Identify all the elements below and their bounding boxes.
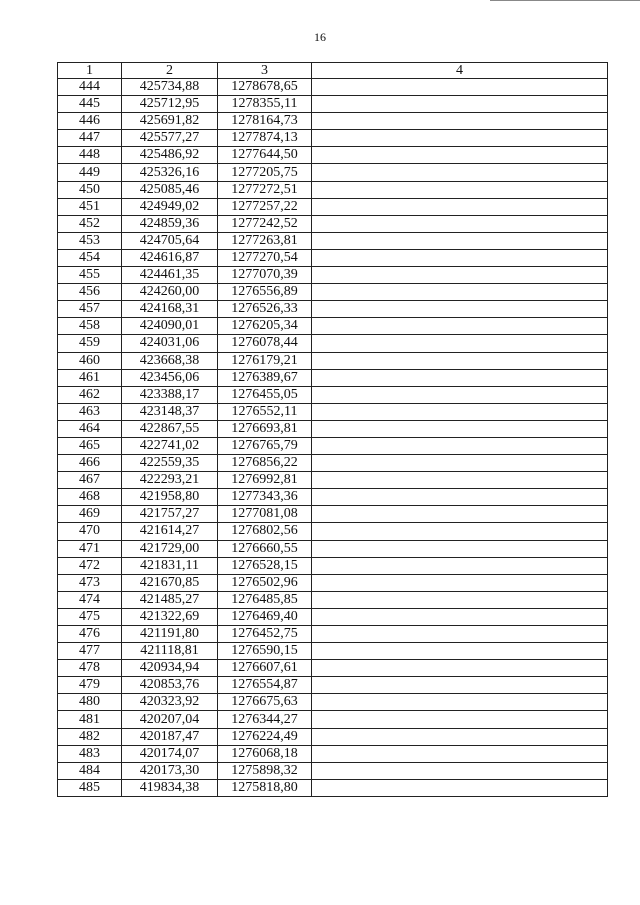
table-row	[58, 113, 608, 130]
x-coordinate-cell: 425691,82	[122, 113, 218, 130]
notes-cell	[312, 113, 608, 130]
point-number-cell: 485	[58, 779, 122, 796]
point-number-cell: 458	[58, 318, 122, 335]
table-row	[58, 352, 608, 369]
point-number-cell: 451	[58, 198, 122, 215]
y-coordinate-cell: 1276389,67	[218, 369, 312, 386]
x-coordinate-cell: 419834,38	[122, 779, 218, 796]
notes-cell	[312, 711, 608, 728]
y-coordinate-cell: 1276992,81	[218, 472, 312, 489]
y-coordinate-cell: 1276469,40	[218, 608, 312, 625]
notes-cell	[312, 626, 608, 643]
table-row	[58, 335, 608, 352]
notes-cell	[312, 352, 608, 369]
y-coordinate-cell: 1277205,75	[218, 164, 312, 181]
table-row	[58, 506, 608, 523]
x-coordinate-cell: 424859,36	[122, 215, 218, 232]
notes-cell	[312, 745, 608, 762]
point-number-cell: 475	[58, 608, 122, 625]
y-coordinate-cell: 1275818,80	[218, 779, 312, 796]
x-coordinate-cell: 422741,02	[122, 437, 218, 454]
y-coordinate-cell: 1276452,75	[218, 626, 312, 643]
table-row	[58, 472, 608, 489]
y-coordinate-cell: 1276485,85	[218, 591, 312, 608]
notes-cell	[312, 130, 608, 147]
notes-cell	[312, 386, 608, 403]
y-coordinate-cell: 1276528,15	[218, 557, 312, 574]
y-coordinate-cell: 1276179,21	[218, 352, 312, 369]
point-number-cell: 445	[58, 96, 122, 113]
y-coordinate-cell: 1277644,50	[218, 147, 312, 164]
table-row	[58, 574, 608, 591]
notes-cell	[312, 694, 608, 711]
notes-cell	[312, 728, 608, 745]
x-coordinate-cell: 421614,27	[122, 523, 218, 540]
point-number-cell: 473	[58, 574, 122, 591]
table-row	[58, 694, 608, 711]
y-coordinate-cell: 1277343,36	[218, 489, 312, 506]
table-row	[58, 779, 608, 796]
notes-cell	[312, 147, 608, 164]
notes-cell	[312, 574, 608, 591]
point-number-cell: 474	[58, 591, 122, 608]
point-number-cell: 479	[58, 677, 122, 694]
point-number-cell: 450	[58, 181, 122, 198]
notes-cell	[312, 762, 608, 779]
point-number-cell: 470	[58, 523, 122, 540]
notes-cell	[312, 455, 608, 472]
x-coordinate-cell: 424090,01	[122, 318, 218, 335]
table-row	[58, 557, 608, 574]
notes-cell	[312, 523, 608, 540]
notes-cell	[312, 557, 608, 574]
point-number-cell: 463	[58, 403, 122, 420]
x-coordinate-cell: 421485,27	[122, 591, 218, 608]
x-coordinate-cell: 425734,88	[122, 79, 218, 96]
scan-edge-mark	[490, 0, 640, 1]
point-number-cell: 464	[58, 420, 122, 437]
x-coordinate-cell: 422293,21	[122, 472, 218, 489]
point-number-cell: 447	[58, 130, 122, 147]
x-coordinate-cell: 425486,92	[122, 147, 218, 164]
x-coordinate-cell: 421958,80	[122, 489, 218, 506]
table-row	[58, 267, 608, 284]
notes-cell	[312, 608, 608, 625]
notes-cell	[312, 643, 608, 660]
y-coordinate-cell: 1276078,44	[218, 335, 312, 352]
point-number-cell: 477	[58, 643, 122, 660]
y-coordinate-cell: 1276590,15	[218, 643, 312, 660]
point-number-cell: 482	[58, 728, 122, 745]
y-coordinate-cell: 1278678,65	[218, 79, 312, 96]
x-coordinate-cell: 420207,04	[122, 711, 218, 728]
point-number-cell: 466	[58, 455, 122, 472]
y-coordinate-cell: 1277272,51	[218, 181, 312, 198]
x-coordinate-cell: 420187,47	[122, 728, 218, 745]
x-coordinate-cell: 424260,00	[122, 284, 218, 301]
table-row	[58, 437, 608, 454]
table-row	[58, 540, 608, 557]
y-coordinate-cell: 1276552,11	[218, 403, 312, 420]
table-row	[58, 318, 608, 335]
y-coordinate-cell: 1275898,32	[218, 762, 312, 779]
notes-cell	[312, 267, 608, 284]
table-header-row	[58, 63, 608, 79]
y-coordinate-cell: 1277874,13	[218, 130, 312, 147]
y-coordinate-cell: 1276205,34	[218, 318, 312, 335]
table-row	[58, 284, 608, 301]
notes-cell	[312, 591, 608, 608]
point-number-cell: 480	[58, 694, 122, 711]
column-header: 2	[122, 63, 218, 79]
table-row	[58, 181, 608, 198]
point-number-cell: 478	[58, 660, 122, 677]
point-number-cell: 446	[58, 113, 122, 130]
notes-cell	[312, 506, 608, 523]
y-coordinate-cell: 1276693,81	[218, 420, 312, 437]
notes-cell	[312, 232, 608, 249]
coordinates-table	[57, 62, 608, 797]
point-number-cell: 455	[58, 267, 122, 284]
page-number: 16	[314, 30, 326, 44]
x-coordinate-cell: 422559,35	[122, 455, 218, 472]
notes-cell	[312, 660, 608, 677]
x-coordinate-cell: 424616,87	[122, 249, 218, 266]
notes-cell	[312, 489, 608, 506]
x-coordinate-cell: 424168,31	[122, 301, 218, 318]
notes-cell	[312, 677, 608, 694]
notes-cell	[312, 420, 608, 437]
x-coordinate-cell: 424949,02	[122, 198, 218, 215]
y-coordinate-cell: 1276556,89	[218, 284, 312, 301]
table-row	[58, 608, 608, 625]
x-coordinate-cell: 420323,92	[122, 694, 218, 711]
table-row	[58, 96, 608, 113]
table-row	[58, 591, 608, 608]
notes-cell	[312, 215, 608, 232]
table-row	[58, 745, 608, 762]
point-number-cell: 444	[58, 79, 122, 96]
point-number-cell: 454	[58, 249, 122, 266]
table-row	[58, 164, 608, 181]
y-coordinate-cell: 1277070,39	[218, 267, 312, 284]
table-row	[58, 711, 608, 728]
y-coordinate-cell: 1276526,33	[218, 301, 312, 318]
y-coordinate-cell: 1277081,08	[218, 506, 312, 523]
point-number-cell: 453	[58, 232, 122, 249]
notes-cell	[312, 164, 608, 181]
table-row	[58, 762, 608, 779]
x-coordinate-cell: 420174,07	[122, 745, 218, 762]
table-row	[58, 249, 608, 266]
point-number-cell: 484	[58, 762, 122, 779]
y-coordinate-cell: 1276502,96	[218, 574, 312, 591]
point-number-cell: 469	[58, 506, 122, 523]
point-number-cell: 468	[58, 489, 122, 506]
point-number-cell: 457	[58, 301, 122, 318]
notes-cell	[312, 318, 608, 335]
y-coordinate-cell: 1276554,87	[218, 677, 312, 694]
point-number-cell: 483	[58, 745, 122, 762]
table-row	[58, 626, 608, 643]
x-coordinate-cell: 423456,06	[122, 369, 218, 386]
x-coordinate-cell: 423148,37	[122, 403, 218, 420]
y-coordinate-cell: 1276802,56	[218, 523, 312, 540]
notes-cell	[312, 335, 608, 352]
table-row	[58, 660, 608, 677]
table-row	[58, 198, 608, 215]
table-row	[58, 420, 608, 437]
x-coordinate-cell: 422867,55	[122, 420, 218, 437]
x-coordinate-cell: 421322,69	[122, 608, 218, 625]
column-header: 4	[312, 63, 608, 79]
y-coordinate-cell: 1276607,61	[218, 660, 312, 677]
y-coordinate-cell: 1277257,22	[218, 198, 312, 215]
notes-cell	[312, 779, 608, 796]
table-row	[58, 489, 608, 506]
x-coordinate-cell: 424031,06	[122, 335, 218, 352]
notes-cell	[312, 437, 608, 454]
table-row	[58, 643, 608, 660]
table-row	[58, 301, 608, 318]
x-coordinate-cell: 424461,35	[122, 267, 218, 284]
y-coordinate-cell: 1276224,49	[218, 728, 312, 745]
y-coordinate-cell: 1276068,18	[218, 745, 312, 762]
column-header: 1	[58, 63, 122, 79]
notes-cell	[312, 403, 608, 420]
table-row	[58, 677, 608, 694]
table-body	[58, 79, 608, 797]
column-header: 3	[218, 63, 312, 79]
table-row	[58, 215, 608, 232]
point-number-cell: 467	[58, 472, 122, 489]
table-row	[58, 455, 608, 472]
point-number-cell: 452	[58, 215, 122, 232]
table-row	[58, 232, 608, 249]
y-coordinate-cell: 1277242,52	[218, 215, 312, 232]
x-coordinate-cell: 421757,27	[122, 506, 218, 523]
notes-cell	[312, 301, 608, 318]
notes-cell	[312, 249, 608, 266]
x-coordinate-cell: 425326,16	[122, 164, 218, 181]
point-number-cell: 448	[58, 147, 122, 164]
y-coordinate-cell: 1276660,55	[218, 540, 312, 557]
y-coordinate-cell: 1278164,73	[218, 113, 312, 130]
x-coordinate-cell: 421729,00	[122, 540, 218, 557]
point-number-cell: 465	[58, 437, 122, 454]
x-coordinate-cell: 423668,38	[122, 352, 218, 369]
y-coordinate-cell: 1276675,63	[218, 694, 312, 711]
point-number-cell: 449	[58, 164, 122, 181]
point-number-cell: 476	[58, 626, 122, 643]
point-number-cell: 471	[58, 540, 122, 557]
notes-cell	[312, 96, 608, 113]
x-coordinate-cell: 425577,27	[122, 130, 218, 147]
table-row	[58, 403, 608, 420]
x-coordinate-cell: 424705,64	[122, 232, 218, 249]
notes-cell	[312, 284, 608, 301]
notes-cell	[312, 181, 608, 198]
y-coordinate-cell: 1277263,81	[218, 232, 312, 249]
point-number-cell: 459	[58, 335, 122, 352]
notes-cell	[312, 472, 608, 489]
x-coordinate-cell: 420173,30	[122, 762, 218, 779]
y-coordinate-cell: 1276455,05	[218, 386, 312, 403]
table-row	[58, 523, 608, 540]
notes-cell	[312, 79, 608, 96]
point-number-cell: 472	[58, 557, 122, 574]
table-row	[58, 130, 608, 147]
notes-cell	[312, 198, 608, 215]
table-row	[58, 147, 608, 164]
x-coordinate-cell: 425085,46	[122, 181, 218, 198]
point-number-cell: 456	[58, 284, 122, 301]
point-number-cell: 481	[58, 711, 122, 728]
point-number-cell: 461	[58, 369, 122, 386]
point-number-cell: 462	[58, 386, 122, 403]
notes-cell	[312, 369, 608, 386]
table-row	[58, 386, 608, 403]
x-coordinate-cell: 421831,11	[122, 557, 218, 574]
y-coordinate-cell: 1278355,11	[218, 96, 312, 113]
x-coordinate-cell: 425712,95	[122, 96, 218, 113]
y-coordinate-cell: 1277270,54	[218, 249, 312, 266]
x-coordinate-cell: 423388,17	[122, 386, 218, 403]
y-coordinate-cell: 1276765,79	[218, 437, 312, 454]
x-coordinate-cell: 421670,85	[122, 574, 218, 591]
x-coordinate-cell: 420934,94	[122, 660, 218, 677]
table-row	[58, 728, 608, 745]
x-coordinate-cell: 421191,80	[122, 626, 218, 643]
notes-cell	[312, 540, 608, 557]
point-number-cell: 460	[58, 352, 122, 369]
y-coordinate-cell: 1276856,22	[218, 455, 312, 472]
y-coordinate-cell: 1276344,27	[218, 711, 312, 728]
table-row	[58, 79, 608, 96]
table-row	[58, 369, 608, 386]
x-coordinate-cell: 421118,81	[122, 643, 218, 660]
x-coordinate-cell: 420853,76	[122, 677, 218, 694]
